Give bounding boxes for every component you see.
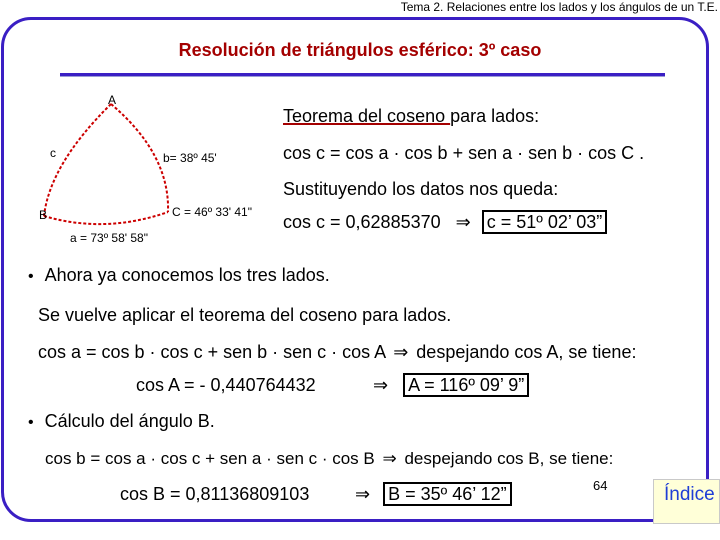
implies-icon: ⇒ xyxy=(455,212,471,232)
bullet-dot: • xyxy=(28,268,34,285)
formula-cos-a xyxy=(38,342,636,363)
cos-c-line xyxy=(283,212,607,233)
slide-title: Resolución de triángulos esférico: 3º caso xyxy=(178,40,542,60)
cos-a-value: cos A = - 0,440764432 xyxy=(136,375,316,395)
implies-icon: ⇒ xyxy=(373,375,389,395)
formula-cos-a-left: cos a = cos b · cos c + sen b · sen c · cos A xyxy=(38,342,386,362)
substitute-text: Sustituyendo los datos nos queda: xyxy=(283,179,559,199)
a-result-line xyxy=(373,375,529,396)
bullet-text: Cálculo del ángulo B. xyxy=(44,411,215,431)
theorem-rest: para lados: xyxy=(450,106,540,126)
formula-cos-b-left: cos b = cos a · cos c + sen a · sen c · cos B xyxy=(45,449,375,468)
side-a-label: a = 73º 58' 58" xyxy=(70,231,148,245)
cos-c-value: cos c = 0,62885370 xyxy=(283,212,441,232)
page-number: 64 xyxy=(593,478,608,493)
arc-b xyxy=(111,104,168,212)
cos-b-value: cos B = 0,81136809103 xyxy=(120,484,310,504)
bullet-item-1 xyxy=(28,265,330,286)
formula-cos-a-right: despejando cos A, se tiene: xyxy=(416,342,637,362)
arc-a xyxy=(44,212,168,224)
angle-c-label: C = 46º 33' 41" xyxy=(172,205,252,219)
bullet-item-2 xyxy=(28,411,215,432)
formula-cos-b xyxy=(45,449,613,469)
implies-icon: ⇒ xyxy=(393,342,409,362)
side-b-label: b= 38º 45' xyxy=(163,151,217,165)
formula-cos-c: cos c = cos a · cos b + sen a · sen b · cos C . xyxy=(283,143,645,163)
side-c-label: c xyxy=(50,146,56,160)
theorem-heading xyxy=(283,106,539,127)
vertex-b-label: B xyxy=(39,208,48,222)
formula-cos-b-right: despejando cos B, se tiene: xyxy=(404,449,614,468)
theorem-link[interactable]: Teorema del coseno xyxy=(283,106,451,126)
header-title: Tema 2. Relaciones entre los lados y los ángulos de un T.E. xyxy=(400,0,718,14)
title-underline-shadow xyxy=(60,76,665,77)
arc-c xyxy=(44,104,111,216)
b-result-line xyxy=(355,484,512,505)
apply-again-text: Se vuelve aplicar el teorema del coseno para lados. xyxy=(38,305,452,325)
a-result-box: A = 116º 09’ 9” xyxy=(403,373,529,397)
bullet-dot: • xyxy=(28,414,34,431)
b-result-box: B = 35º 46’ 12” xyxy=(383,482,512,506)
bullet-text: Ahora ya conocemos los tres lados. xyxy=(44,265,330,285)
vertex-a-label: A xyxy=(108,93,117,107)
implies-icon: ⇒ xyxy=(355,484,371,504)
implies-icon: ⇒ xyxy=(382,449,397,468)
index-button-label[interactable]: Índice xyxy=(664,484,715,505)
spherical-triangle-diagram xyxy=(30,84,280,254)
c-result-box: c = 51º 02’ 03” xyxy=(482,210,607,234)
